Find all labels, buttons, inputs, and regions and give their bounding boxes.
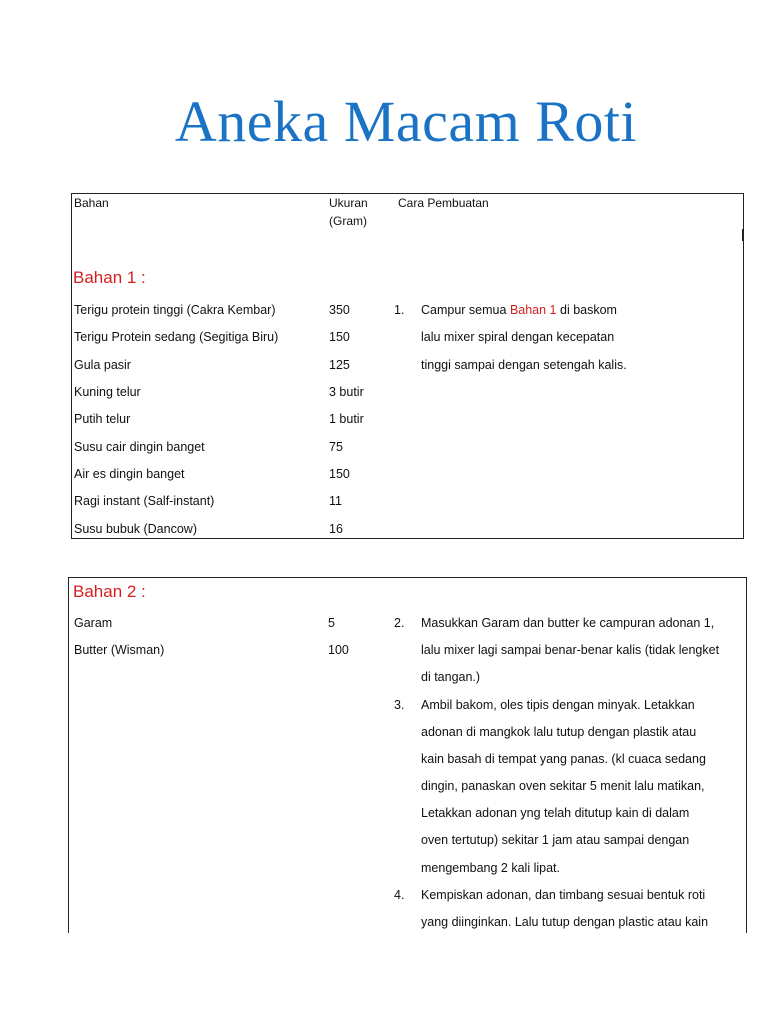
step-line: dingin, panaskan oven sekitar 5 menit lalu matikan, [421,779,705,793]
table-tick-left [71,229,72,241]
ingredient-qty: 1 butir [329,412,364,426]
ingredient-name: Gula pasir [74,358,131,372]
step-line: Ambil bakom, oles tipis dengan minyak. Letakkan [421,698,695,712]
step-number: 3. [394,698,405,712]
header-cara-pembuatan: Cara Pembuatan [398,196,489,210]
ingredient-qty: 100 [328,643,349,657]
step-highlight: Bahan 1 [509,303,557,317]
step-line: lalu mixer spiral dengan kecepatan [421,330,615,344]
step-line: tinggi sampai dengan setengah kalis. [421,358,627,372]
ingredient-qty: 75 [329,440,343,454]
ingredient-name: Garam [74,616,113,630]
ingredient-qty: 150 [329,330,350,344]
step-line: Masukkan Garam dan butter ke campuran adonan 1, [421,616,715,630]
ingredient-name: Susu cair dingin banget [74,440,205,454]
step-line: adonan di mangkok lalu tutup dengan plastik atau [421,725,697,739]
header-gram: (Gram) [329,214,367,228]
step-number: 2. [394,616,405,630]
ingredient-name: Terigu protein tinggi (Cakra Kembar) [74,303,276,317]
step-line: di tangan.) [421,670,481,684]
step-number: 4. [394,888,405,902]
section-heading-bahan-2: Bahan 2 : [73,582,146,601]
step-line: mengembang 2 kali lipat. [421,861,560,875]
ingredients-table-1 [71,193,744,539]
ingredient-name: Kuning telur [74,385,141,399]
ingredient-qty: 5 [328,616,335,630]
ingredient-name: Butter (Wisman) [74,643,165,657]
step-line: Letakkan adonan yng telah ditutup kain di dalam [421,806,690,820]
ingredient-qty: 3 butir [329,385,364,399]
ingredient-name: Putih telur [74,412,131,426]
step-line [421,302,617,319]
step-text: Campur semua [421,303,510,317]
ingredient-name: Susu bubuk (Dancow) [74,522,197,536]
section-heading-bahan-1: Bahan 1 : [73,268,146,287]
step-line: oven tertutup) sekitar 1 jam atau sampai dengan [421,833,690,847]
ingredient-name: Ragi instant (Salf-instant) [74,494,215,508]
step-text: di baskom [556,303,617,317]
ingredient-name: Terigu Protein sedang (Segitiga Biru) [74,330,279,344]
page-title: Aneka Macam Roti [174,89,638,154]
ingredient-qty: 350 [329,303,350,317]
step-number: 1. [394,303,405,317]
step-line: kain basah di tempat yang panas. (kl cuaca sedang [421,752,706,766]
ingredient-qty: 16 [329,522,343,536]
header-bahan: Bahan [74,196,109,210]
ingredient-qty: 150 [329,467,350,481]
ingredient-name: Air es dingin banget [74,467,185,481]
ingredient-qty: 125 [329,358,350,372]
ingredient-qty: 11 [329,494,342,508]
header-ukuran: Ukuran [329,196,368,210]
step-line: yang diinginkan. Lalu tutup dengan plastic atau kain [421,915,709,929]
table-tick-right [742,229,743,241]
step-line: Kempiskan adonan, dan timbang sesuai bentuk roti [421,888,706,902]
step-line: lalu mixer lagi sampai benar-benar kalis (tidak lengket [421,643,720,657]
